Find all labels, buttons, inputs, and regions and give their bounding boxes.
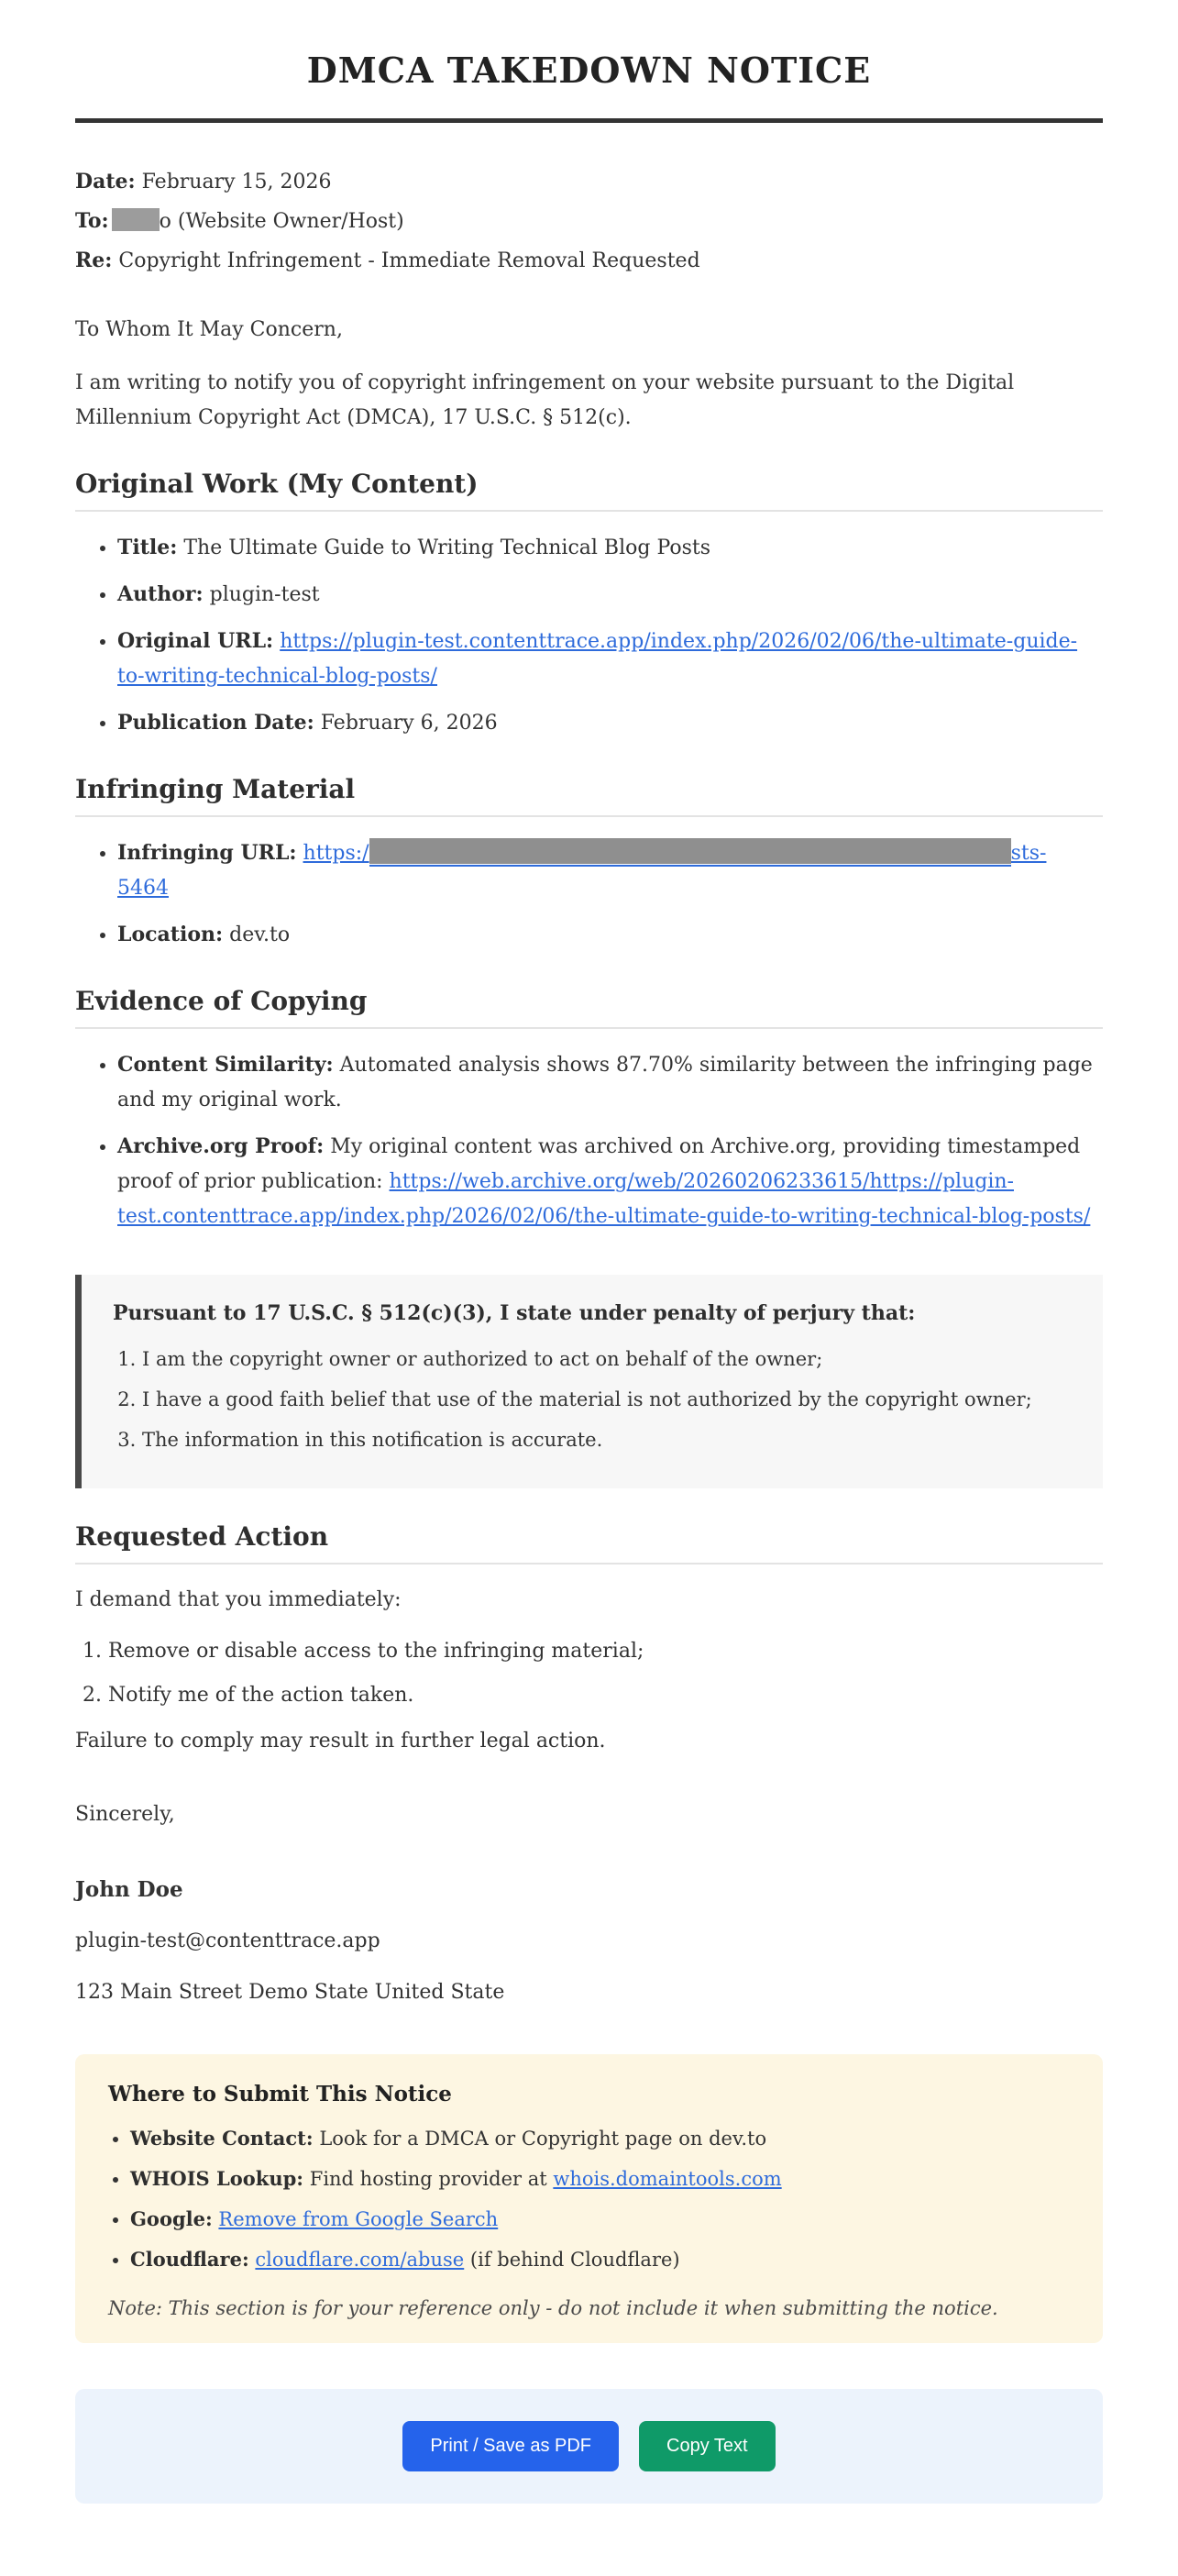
perjury-item-3: 3. The information in this notification is accurate. <box>142 1426 1072 1454</box>
print-save-pdf-button[interactable]: Print / Save as PDF <box>402 2421 619 2471</box>
cloudflare-abuse-link[interactable]: cloudflare.com/abuse <box>255 2249 465 2271</box>
submit-box-heading: Where to Submit This Notice <box>108 2082 452 2106</box>
list-item-author <box>117 577 1103 613</box>
submit-options-list <box>108 2125 1070 2273</box>
demand-item-1: 1. Remove or disable access to the infringing material; <box>108 1636 1103 1667</box>
redaction-box-url <box>369 838 1011 864</box>
title-value: The Ultimate Guide to Writing Technical Blog Posts <box>183 536 711 559</box>
google-removal-link[interactable]: Remove from Google Search <box>218 2208 499 2230</box>
demand-item-2: 2. Notify me of the action taken. <box>108 1680 1103 1711</box>
re-label: Re: <box>75 249 113 272</box>
sender-email: plugin-test@contenttrace.app <box>75 1929 380 1952</box>
heading-evidence: Evidence of Copying <box>75 986 1103 1029</box>
title-divider <box>75 118 1103 123</box>
list-item-location <box>117 917 1103 953</box>
location-label: Location: <box>117 923 224 946</box>
re-line <box>75 248 1103 274</box>
whois-link[interactable]: whois.domaintools.com <box>553 2168 782 2190</box>
heading-original-work: Original Work (My Content) <box>75 469 1103 512</box>
submit-item-cloudflare <box>130 2246 1070 2273</box>
to-value: o (Website Owner/Host) <box>159 210 404 233</box>
publication-date-label: Publication Date: <box>117 711 314 735</box>
author-label: Author: <box>117 582 204 606</box>
sender-address: 123 Main Street Demo State United State <box>75 1981 505 2004</box>
compliance-warning: Failure to comply may result in further legal action. <box>75 1730 606 1752</box>
demand-intro: I demand that you immediately: <box>75 1588 402 1611</box>
submit-item-website <box>130 2125 1070 2152</box>
perjury-intro-text: Pursuant to 17 U.S.C. § 512(c)(3), I state under penalty of perjury that: <box>113 1301 916 1325</box>
infringing-url-prefix: https:/ <box>303 842 369 865</box>
reference-note: Note: This section is for your reference only - do not include it when submitting the notice. <box>108 2297 998 2319</box>
salutation: To Whom It May Concern, <box>75 318 343 341</box>
heading-infringing-material: Infringing Material <box>75 774 1103 817</box>
meta-block <box>75 169 1103 274</box>
list-item-similarity <box>117 1047 1103 1118</box>
re-value: Copyright Infringement - Immediate Removal Requested <box>118 249 700 272</box>
page-title: DMCA TAKEDOWN NOTICE <box>306 50 872 91</box>
original-work-list <box>75 530 1103 741</box>
list-item-archive-proof <box>117 1129 1103 1234</box>
action-bar <box>75 2389 1103 2504</box>
original-url-link[interactable]: https://plugin-test.contenttrace.app/index.php/2026/02/06/the-ultimate-guide-to-writing-technical-blog-posts/ <box>117 630 1078 688</box>
to-line <box>75 208 1103 235</box>
whois-text: Find hosting provider at <box>309 2168 554 2190</box>
website-contact-label: Website Contact: <box>130 2127 314 2150</box>
date-label: Date: <box>75 170 136 193</box>
perjury-item-2: 2. I have a good faith belief that use of the material is not authorized by the copyright owner; <box>142 1386 1072 1413</box>
whois-label: WHOIS Lookup: <box>130 2167 304 2190</box>
google-label: Google: <box>130 2207 213 2230</box>
location-value: dev.to <box>229 923 291 946</box>
original-url-label: Original URL: <box>117 629 274 653</box>
archive-link[interactable]: https://web.archive.org/web/20260206233615/https://plugin-test.contenttrace.app/index.php/2026/02/06/the-ultimate-guide-to-writing-technical-blog-posts/ <box>117 1170 1091 1228</box>
list-item-original-url <box>117 624 1103 694</box>
date-value: February 15, 2026 <box>141 171 332 193</box>
title-label: Title: <box>117 536 178 559</box>
perjury-intro <box>113 1299 1072 1329</box>
heading-requested-action: Requested Action <box>75 1521 1103 1564</box>
valediction: Sincerely, <box>75 1803 175 1826</box>
date-line <box>75 169 1103 195</box>
submit-item-whois <box>130 2165 1070 2193</box>
intro-paragraph: I am writing to notify you of copyright infringement on your website pursuant to the Digital Millennium Copyright Act (DMCA), 17 U.S.C. § 512(c). <box>75 371 1015 429</box>
submit-item-google <box>130 2206 1070 2233</box>
publication-date-value: February 6, 2026 <box>320 712 498 735</box>
cloudflare-suffix: (if behind Cloudflare) <box>464 2249 680 2271</box>
similarity-value: Automated analysis shows 87.70% similarity between the infringing page and my original work. <box>117 1054 1093 1111</box>
perjury-item-1: 1. I am the copyright owner or authorized to act on behalf of the owner; <box>142 1345 1072 1373</box>
list-item-title <box>117 530 1103 566</box>
submit-reference-box <box>75 2054 1103 2343</box>
author-value: plugin-test <box>209 583 320 606</box>
infringing-url-suffix-1: sts- <box>1010 842 1047 865</box>
similarity-label: Content Similarity: <box>117 1053 334 1077</box>
perjury-list <box>113 1345 1072 1454</box>
list-item-infringing-url <box>117 835 1103 906</box>
archive-proof-text: My original content was archived on Archive.org, providing timestamped proof of prior publication: <box>117 1135 1081 1193</box>
demands-list <box>75 1636 1103 1711</box>
evidence-list <box>75 1047 1103 1234</box>
redaction-box-to <box>112 208 160 231</box>
to-label: To: <box>75 209 109 233</box>
perjury-statement-box <box>75 1275 1103 1488</box>
website-contact-text: Look for a DMCA or Copyright page on dev.to <box>319 2128 767 2150</box>
cloudflare-label: Cloudflare: <box>130 2248 249 2271</box>
archive-proof-label: Archive.org Proof: <box>117 1134 325 1158</box>
sender-name: John Doe <box>75 1877 183 1902</box>
list-item-publication-date <box>117 705 1103 741</box>
infringing-material-list <box>75 835 1103 953</box>
infringing-url-suffix-2: 5464 <box>117 877 169 900</box>
infringing-url-label: Infringing URL: <box>117 841 297 865</box>
copy-text-button[interactable]: Copy Text <box>639 2421 776 2471</box>
